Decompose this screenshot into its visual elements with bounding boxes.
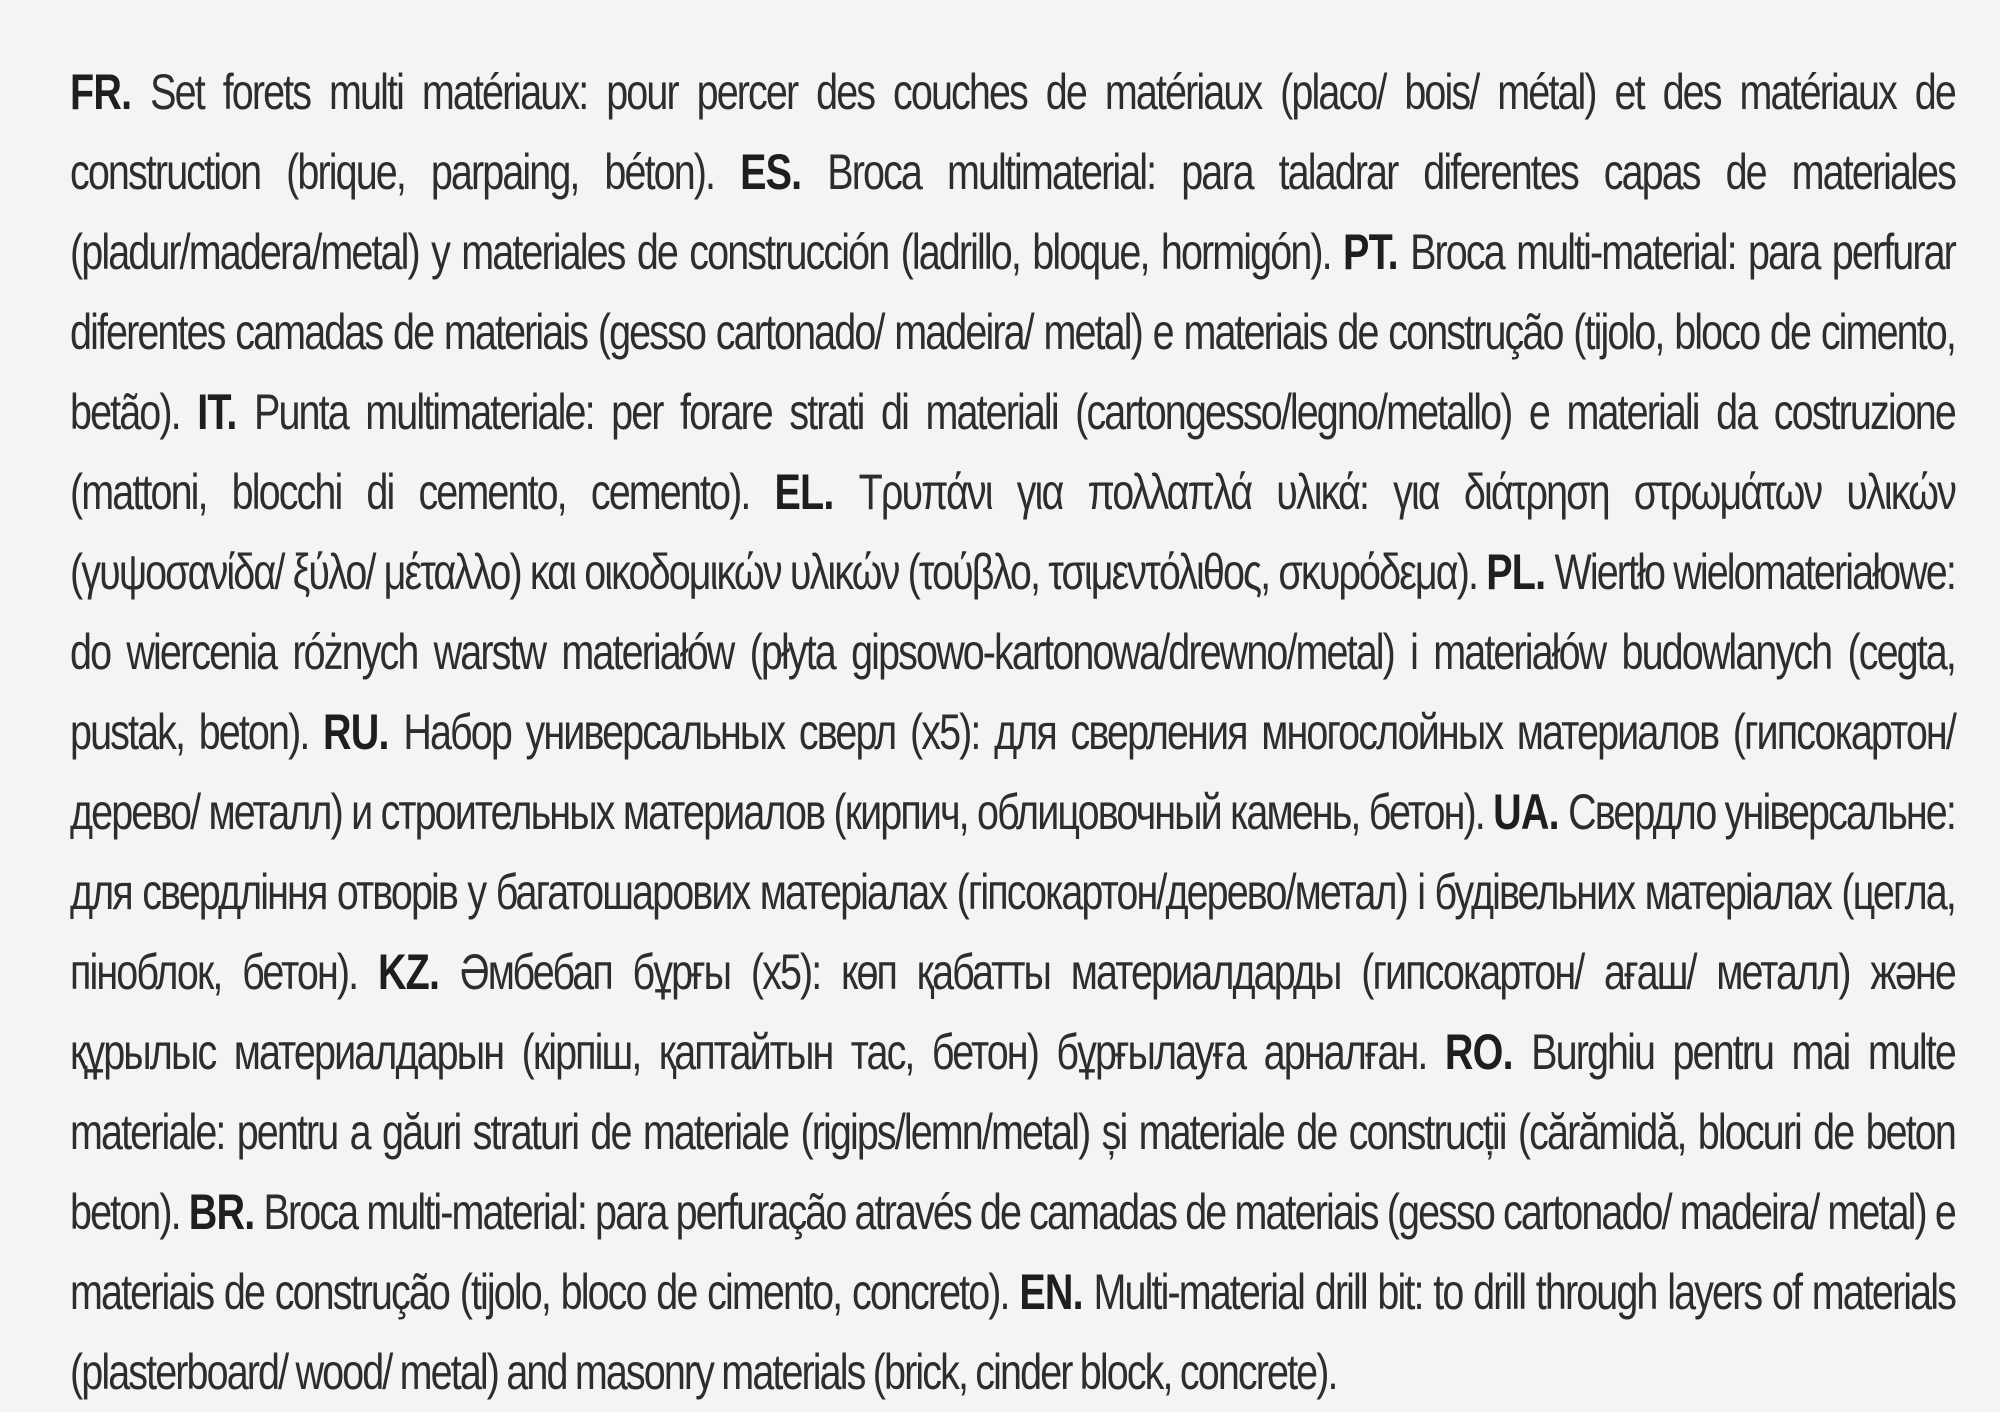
description-text: Multi-material drill bit: to drill through layers of materials (plasterboard/ wood/ metal) and masonry materials (brick, cinder block, concrete).: [70, 1264, 1955, 1400]
language-code: RO.: [1444, 1024, 1513, 1080]
description-text: Wiertło wielomateriałowe: do wiercenia różnych warstw materiałów (płyta gipsowo-kartonowa/drewno/metal) i materiałów budowlanych (cegta, pustak, beton).: [70, 544, 1955, 760]
language-code: FR.: [70, 64, 132, 120]
language-code: ES.: [740, 144, 802, 200]
language-code: EN.: [1019, 1264, 1083, 1320]
language-code: PL.: [1486, 544, 1546, 600]
multilingual-description: [70, 52, 1955, 1412]
description-text: Burghiu pentru mai multe materiale: pentru a găuri straturi de materiale (rigips/lemn/metal) și materiale de construcții (cărămidă, blocuri de beton beton).: [70, 1024, 1955, 1240]
language-code: RU.: [323, 704, 389, 760]
description-text: Әмбебап бұрғы (x5): көп қабатты материалдарды (гипсокартон/ ағаш/ металл) және құрылыс материалдарын (кірпіш, қаптайтын тас, бетон) бұрғылауға арналған.: [70, 944, 1955, 1080]
language-code: EL.: [774, 464, 834, 520]
language-code: UA.: [1493, 784, 1559, 840]
description-text: Τρυπάνι για πολλαπλά υλικά: για διάτρηση στρωμάτων υλικών (γυψοσανίδα/ ξύλο/ μέταλλο) και οικοδομικών υλικών (τούβλο, τσιμεντόλιθος, σκυρόδεμα).: [70, 464, 1955, 600]
language-code: KZ.: [377, 944, 440, 1000]
language-code: PT.: [1343, 224, 1398, 280]
description-text: Свердло універсальне: для свердління отворів у багатошарових матеріалах (гіпсокартон/дерево/метал) і будівельних матеріалах (цегла, піноблок, бетон).: [70, 784, 1955, 1000]
description-text: Broca multimaterial: para taladrar diferentes capas de materiales (pladur/madera/metal) y materiales de construcción (ladrillo, bloque, hormigón).: [70, 144, 1955, 280]
language-code: BR.: [188, 1184, 255, 1240]
language-code: IT.: [197, 384, 237, 440]
description-text: Набор универсальных сверл (x5): для сверления многослойных материалов (гипсокартон/ дерево/ металл) и строительных материалов (кирпич, облицовочный камень, бетон).: [70, 704, 1955, 840]
description-text: Broca multi-material: para perfurar diferentes camadas de materiais (gesso cartonado/ madeira/ metal) e materiais de construção (tijolo, bloco de cimento, betão).: [70, 224, 1955, 440]
description-text: Set forets multi matériaux: pour percer des couches de matériaux (placo/ bois/ métal) et des matériaux de construction (brique, parpaing, béton).: [70, 64, 1955, 200]
description-text: Punta multimateriale: per forare strati di materiali (cartongesso/legno/metallo) e materiali da costruzione (mattoni, blocchi di cemento, cemento).: [70, 384, 1955, 520]
description-text: Broca multi-material: para perfuração através de camadas de materiais (gesso cartonado/ madeira/ metal) e materiais de construção (tijolo, bloco de cimento, concreto).: [70, 1184, 1955, 1320]
